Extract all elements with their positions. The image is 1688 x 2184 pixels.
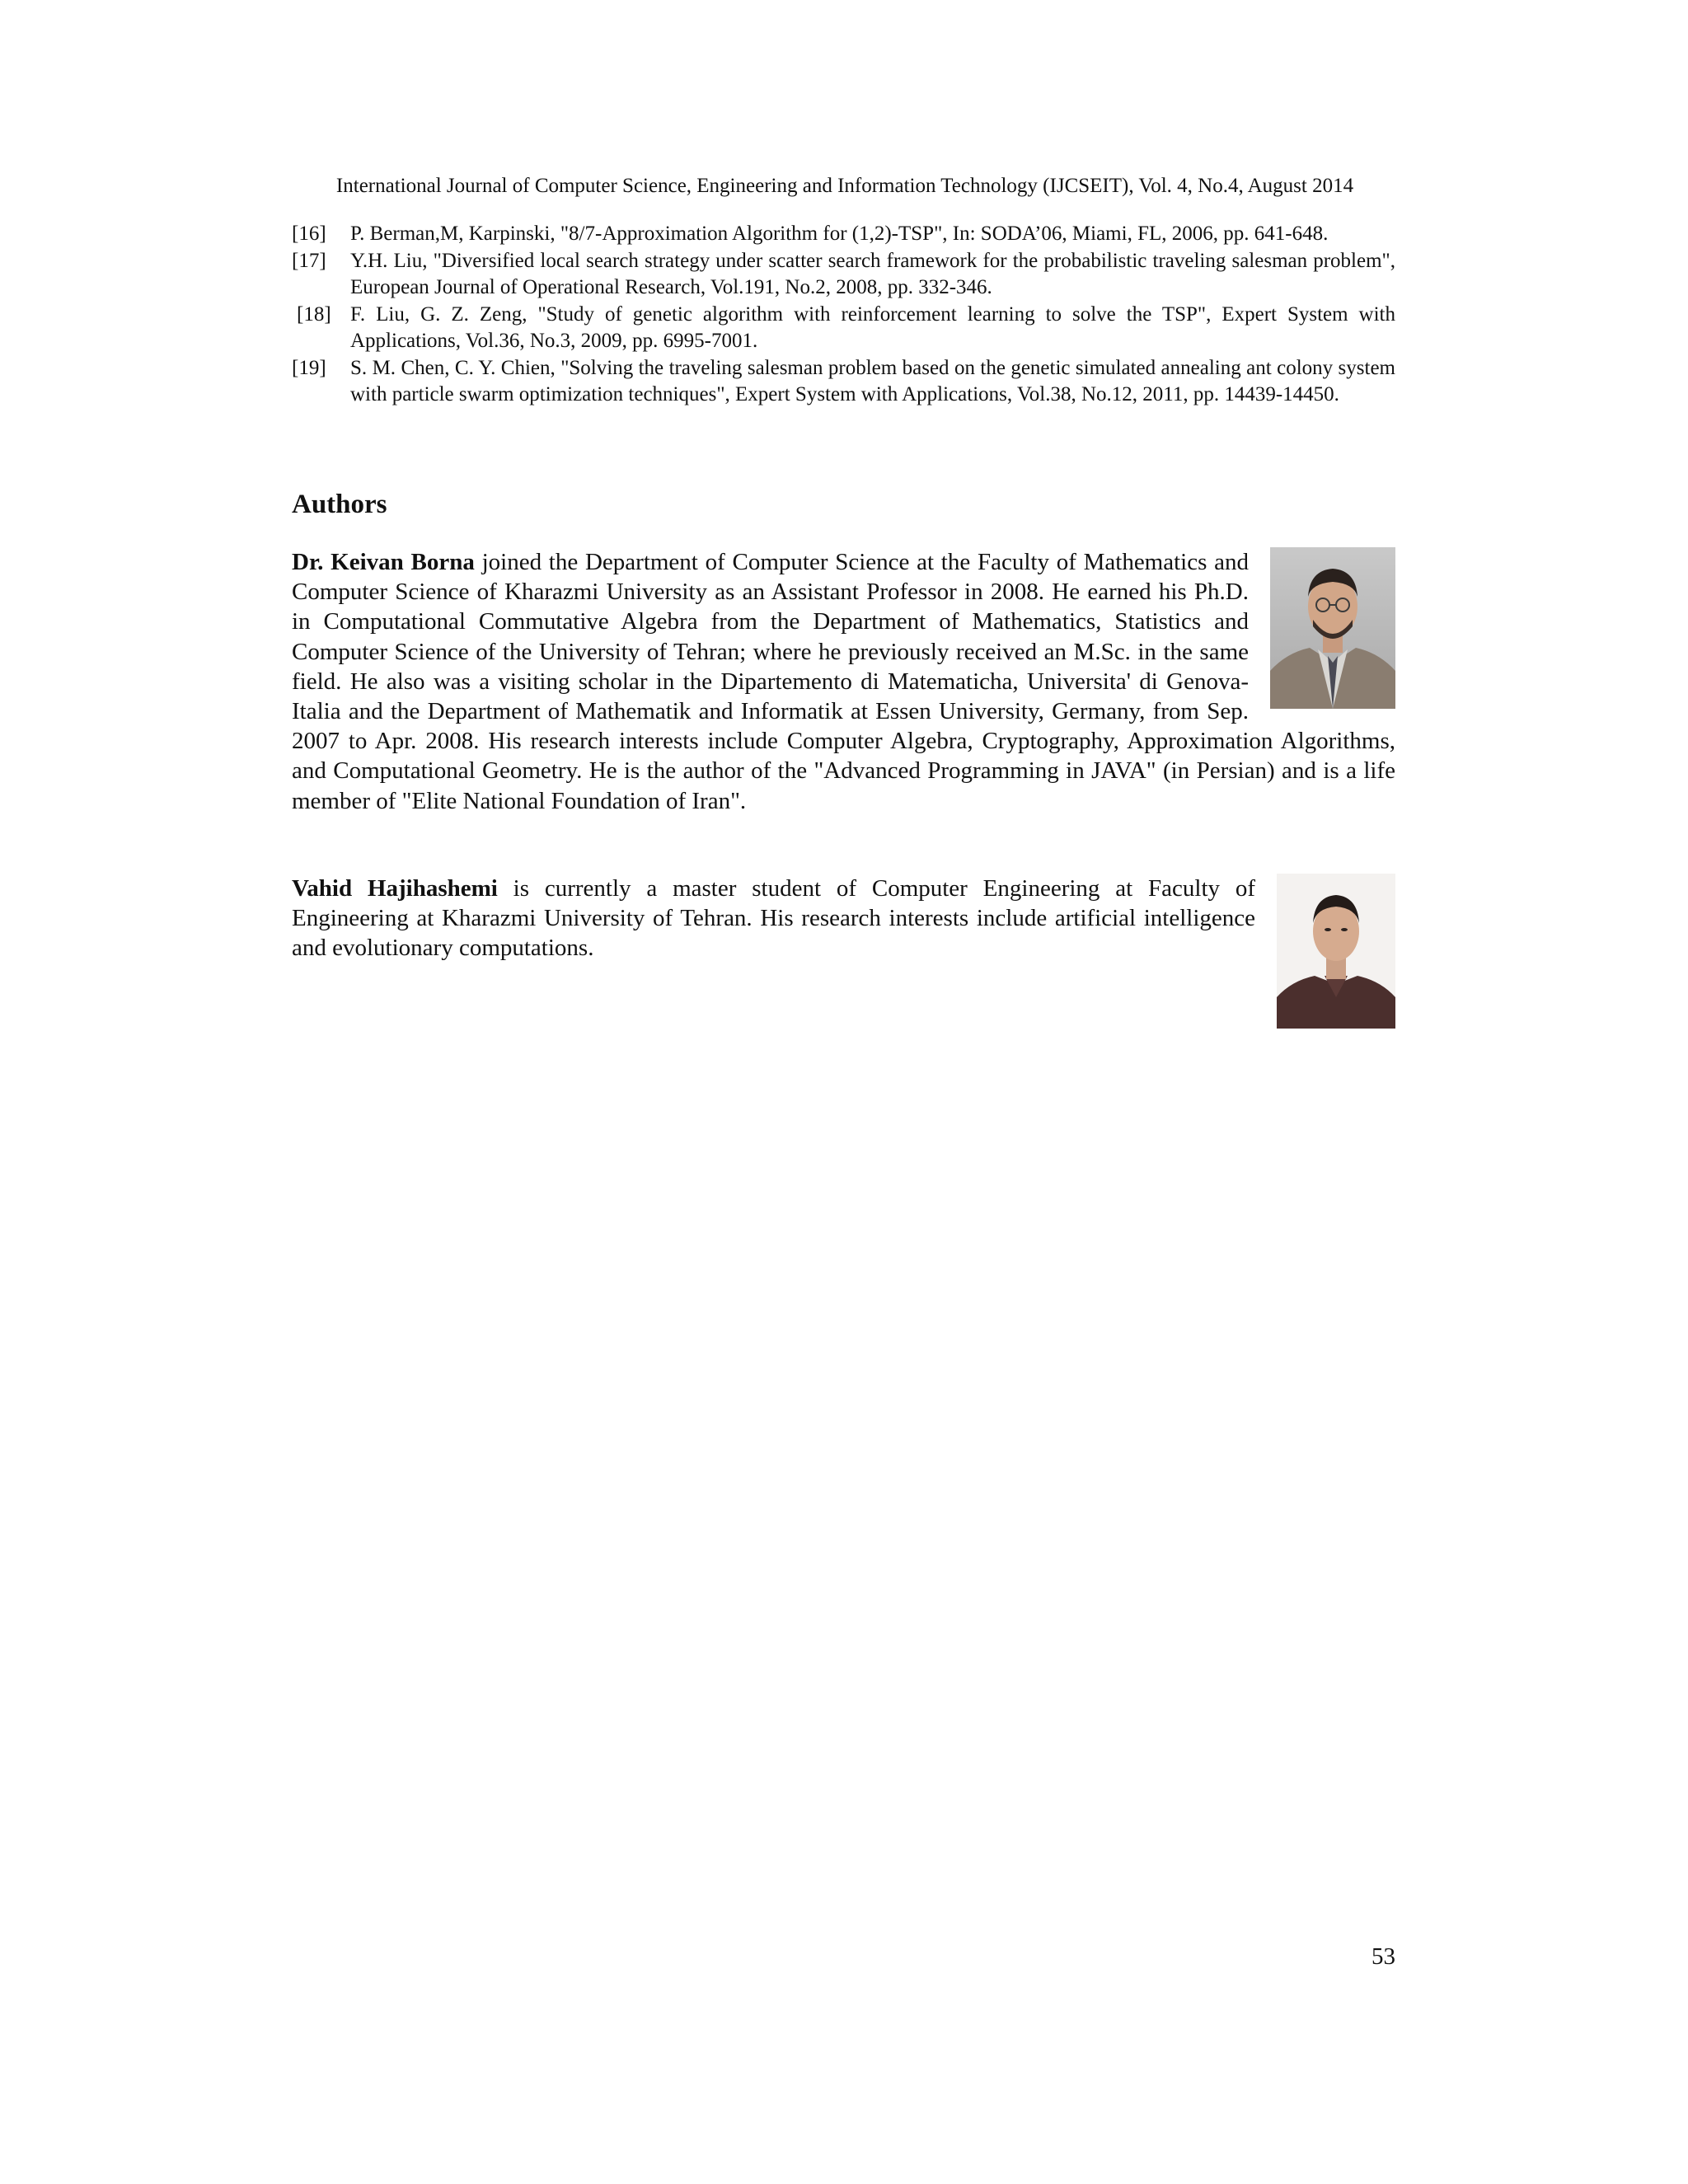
page-number: 53 [1372, 1943, 1395, 1970]
author-portrait-image [1270, 547, 1395, 709]
reference-number: [19] [292, 356, 326, 379]
reference-list [292, 221, 1395, 409]
author-bio [292, 874, 1395, 1029]
author-bio-text: is currently a master student of Computer Engineering at Faculty of Engineering at Kharazmi University of Tehran. His research interests include artificial intelligence and evolutionary computations. [292, 875, 1255, 962]
reference-number: [18] [297, 302, 331, 326]
reference-text: P. Berman,M, Karpinski, "8/7-Approximation Algorithm for (1,2)-TSP", In: SODA’06, Miami, FL, 2006, pp. 641-648. [350, 223, 1329, 245]
author-photo [1270, 547, 1395, 709]
author-photo [1277, 874, 1395, 1029]
author-bio-text: joined the Department of Computer Science at the Faculty of Mathematics and Computer Science of Kharazmi University as an Assistant Professor in 2008. He earned his Ph.D. in Computational Commutative Algebra from the Department of Mathematics, Statistics and Computer Science of the University of Tehran; where he previously received an M.Sc. in the same field. He also was a visiting scholar in the Dipartemento di Matematicha, Universita' di Genova- Italia and the Department of Mathematik and Informatik at Essen University, Germany, from Sep. 2007 to Apr. 2008. His research interests include Computer Algebra, Cryptography, Approximation Algorithms, and Computational Geometry. He is the author of the "Advanced Programming in JAVA" (in Persian) and is a life member of "Elite National Foundation of Iran". [292, 549, 1395, 814]
author-portrait-image [1277, 874, 1395, 1029]
reference-text: F. Liu, G. Z. Zeng, "Study of genetic algorithm with reinforcement learning to solve the TSP", Expert System with Applications, Vol.36, No.3, 2009, pp. 6995-7001. [350, 302, 1395, 352]
reference-number: [16] [292, 223, 326, 245]
author-bio [292, 547, 1395, 816]
authors-heading: Authors [292, 490, 387, 519]
reference-item [292, 248, 1395, 302]
reference-item [292, 355, 1395, 409]
reference-text: S. M. Chen, C. Y. Chien, "Solving the traveling salesman problem based on the genetic simulated annealing ant colony system with particle swarm optimization techniques", Expert System with Applications, Vol.38, No.12, 2011, pp. 14439-14450. [350, 356, 1395, 405]
reference-item [292, 302, 1395, 355]
running-header: International Journal of Computer Science, Engineering and Information Technology (IJCSEIT), Vol. 4, No.4, August 2014 [335, 175, 1354, 197]
author-name: Vahid Hajihashemi [292, 875, 498, 902]
reference-item [292, 221, 1395, 248]
reference-text: Y.H. Liu, "Diversified local search strategy under scatter search framework for the probabilistic traveling salesman problem", European Journal of Operational Research, Vol.191, No.2, 2008, pp. 332-346. [350, 249, 1395, 298]
reference-number: [17] [292, 249, 326, 272]
author-name: Dr. Keivan Borna [292, 549, 475, 575]
